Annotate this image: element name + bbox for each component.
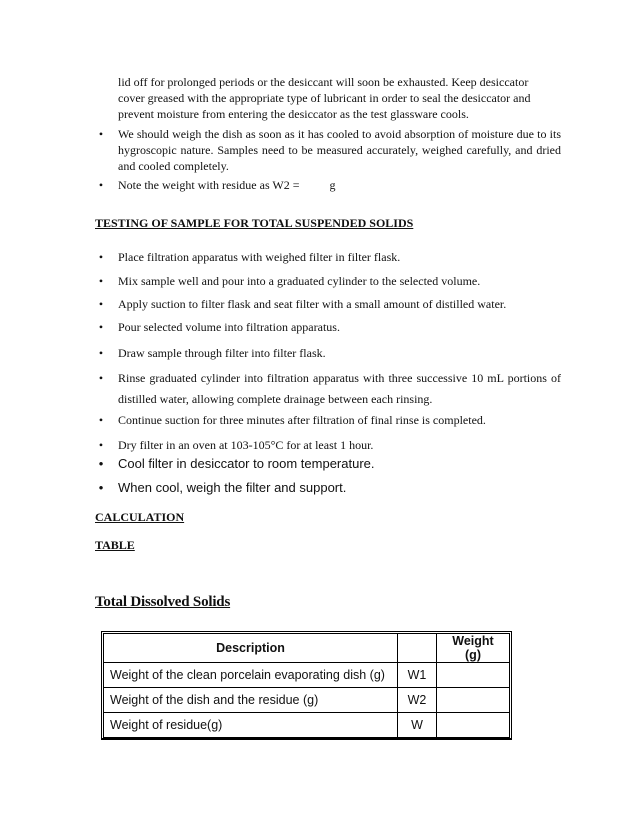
- list-item: [95, 126, 561, 174]
- paragraph-line: lid off for prolonged periods or the desiccant will soon be exhausted. Keep desiccator: [118, 75, 529, 89]
- bullet-icon: •: [98, 346, 104, 360]
- list-item: [95, 296, 561, 312]
- cell-code: W2: [398, 688, 437, 713]
- section-heading-tds: Total Dissolved Solids: [95, 594, 231, 610]
- table-header-row: [104, 634, 510, 663]
- bullet-icon: •: [98, 320, 104, 334]
- list-item-text: Mix sample well and pour into a graduated cylinder to the selected volume.: [118, 274, 481, 288]
- list-item-text: Rinse graduated cylinder into filtration apparatus with three successive 10 mL portions of distilled water, allowing complete drainage between each rinsing.: [118, 371, 561, 406]
- column-header-description: Description: [104, 634, 398, 663]
- list-item-text: Apply suction to filter flask and seat filter with a small amount of distilled water.: [118, 297, 507, 311]
- list-item-text: Dry filter in an oven at 103-105°C for at least 1 hour.: [118, 438, 374, 452]
- list-item: [95, 273, 561, 289]
- cell-weight: [437, 713, 510, 738]
- list-item: [95, 368, 561, 410]
- section-heading-table: TABLE: [95, 538, 135, 552]
- list-item-text: Draw sample through filter into filter flask.: [118, 346, 326, 360]
- paragraph-line: prevent moisture from entering the desiccator as the test glassware cools.: [118, 107, 469, 121]
- section-heading-calculation: CALCULATION: [95, 510, 185, 524]
- cell-weight: [437, 663, 510, 688]
- column-header-code: [398, 634, 437, 663]
- list-item-text: Continue suction for three minutes after filtration of final rinse is completed.: [118, 413, 486, 427]
- table-row: [104, 713, 510, 738]
- list-item-text: When cool, weigh the filter and support.: [118, 480, 347, 495]
- bullet-icon: •: [98, 438, 104, 452]
- bullet-icon: •: [98, 274, 104, 288]
- bullet-icon: •: [98, 297, 104, 311]
- list-item: [95, 480, 561, 496]
- bullet-icon: •: [98, 456, 104, 471]
- list-item-text: Note the weight with residue as W2 = g: [118, 178, 336, 192]
- list-item-text: Place filtration apparatus with weighed filter in filter flask.: [118, 250, 401, 264]
- continuation-paragraph: [118, 74, 560, 122]
- cell-code: W: [398, 713, 437, 738]
- section-heading-tss: TESTING OF SAMPLE FOR TOTAL SUSPENDED SOLIDS: [95, 216, 414, 230]
- paragraph-line: cover greased with the appropriate type of lubricant in order to seal the desiccator and: [118, 91, 531, 105]
- cell-weight: [437, 688, 510, 713]
- bullet-icon: •: [98, 127, 104, 141]
- list-item: [95, 177, 561, 193]
- list-item: [95, 249, 561, 265]
- list-item: [95, 437, 561, 453]
- list-item-text: Cool filter in desiccator to room temperature.: [118, 456, 375, 471]
- table-row: [104, 688, 510, 713]
- cell-code: W1: [398, 663, 437, 688]
- list-item-text: Pour selected volume into filtration apparatus.: [118, 320, 340, 334]
- list-item: [95, 456, 561, 472]
- cell-description: Weight of residue(g): [104, 713, 398, 738]
- table-row: [104, 663, 510, 688]
- bullet-icon: •: [98, 250, 104, 264]
- list-item: [95, 345, 561, 361]
- list-item: [95, 319, 561, 335]
- tds-table: [103, 633, 510, 738]
- bullet-icon: •: [98, 480, 104, 495]
- bullet-icon: •: [98, 413, 104, 427]
- list-item: [95, 412, 561, 428]
- column-header-weight: Weight (g): [437, 634, 510, 663]
- cell-description: Weight of the clean porcelain evaporating dish (g): [104, 663, 398, 688]
- cell-description: Weight of the dish and the residue (g): [104, 688, 398, 713]
- list-item-text: We should weigh the dish as soon as it has cooled to avoid absorption of moisture due to its hygroscopic nature. Samples need to be measured accurately, weighed carefully, and dried and cooled completely.: [118, 127, 561, 173]
- bullet-icon: •: [98, 178, 104, 192]
- bullet-icon: •: [98, 371, 104, 385]
